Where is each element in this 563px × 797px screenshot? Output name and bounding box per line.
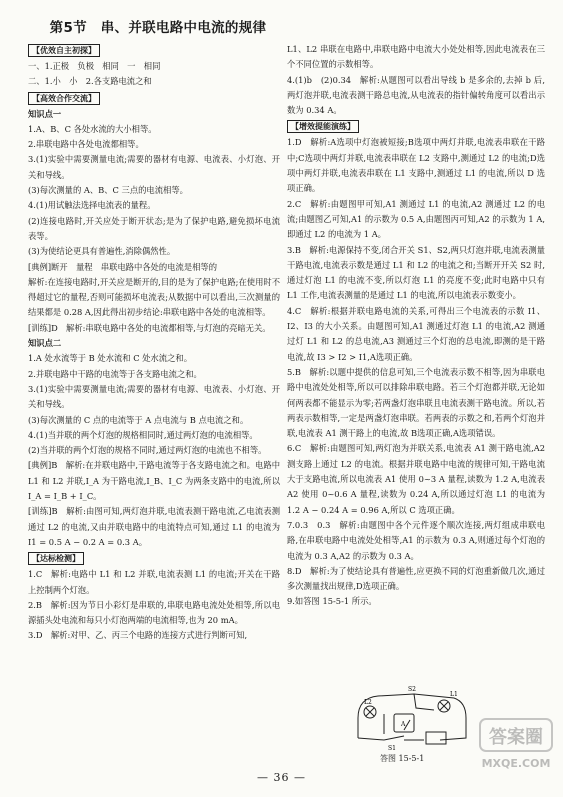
paragraph: 2.C 解析:由题图甲可知,A1 测通过 L1 的电流,A2 测通过 L2 的电流;由题图乙可知,A1 的示数为 0.5 A,由题图丙可知,A2 的示数为 1 A,即通过 L2 的电流为 1 A。: [287, 198, 545, 240]
paragraph: 5.B 解析:以题中提供的信息可知,三个电流表示数不相等,因为串联电路中电流处处相等,所以可以排除串联电路。若三个灯泡都并联,无论如何两表都不能显示为零;若两盏灯泡串联且电流表测干路电流。所以,若两表示数相等,一定是两盏灯泡串联。若两表的示数之和,若两个灯泡并联,电流表 A1 测干路上的电流,故 B选项正确,A选项错误。: [287, 366, 545, 439]
left-column: [28, 42, 280, 644]
paragraph: 7.0.3 0.3 解析:由题图中各个元件逐个顺次连接,两灯组成串联电路,在串联电路中电流处处相等,A1 的示数为 0.3 A,则通过每个灯泡的电流为 0.3 A,A2 的示数为 0.3 A。: [287, 519, 545, 561]
paragraph: (3)每次测量的 A、B、C 三点的电流相等。: [28, 185, 188, 196]
paragraph: 3.D 解析:对甲、乙、丙三个电路的连接方式进行判断可知,: [28, 630, 248, 641]
paragraph: 1.A、B、C 各处水流的大小相等。: [28, 123, 157, 134]
subsection-header: 知识点二: [28, 338, 62, 349]
fig-label-l1: L1: [450, 691, 458, 698]
section-title: 第5节 串、并联电路中电流的规律: [49, 20, 267, 36]
paragraph: 1.D 解析:A选项中灯泡被短接;B选项中两灯并联,电流表串联在干路中;C选项中两灯并联,电流表串联在 L2 支路中,测通过 L2 的电流;D选项中两灯并联,电流表串联在 L1 支路中,测通过 L1 的电流,所以 D 选项正确。: [287, 137, 545, 194]
paragraph: 2.并联电路中干路的电流等于各支路电流之和。: [28, 368, 202, 379]
paragraph: 2.串联电路中各处电流都相等。: [28, 139, 144, 150]
paragraph: 4.(1)用试触法选择电流表的量程。: [28, 200, 156, 211]
paragraph: 8.D 解析:为了使结论具有普遍性,应更换不同的灯泡重新做几次,通过多次测量找出规律,D选项正确。: [287, 565, 545, 592]
fig-label-s1: S1: [388, 745, 396, 752]
right-column: [287, 42, 545, 610]
paragraph: 1.A 处水流等于 B 处水流和 C 处水流之和。: [28, 353, 192, 364]
paragraph: 1.C 解析:电路中 L1 和 L2 并联,电流表测 L1 的电流;开关在干路上控制两个灯泡。: [28, 569, 280, 595]
paragraph: L1、L2 串联在电路中,串联电路中电流大小处处相等,因此电流表在三个不同位置的示数相等。: [287, 44, 545, 70]
paragraph: 3.(1)实验中需要测量电流;需要的器材有电源、电流表、小灯泡、开关和导线。: [28, 154, 280, 180]
section-header: 【优效自主初探】: [28, 44, 100, 57]
paragraph: 2.B 解析:因为节日小彩灯是串联的,串联电路电流处处相等,所以电源插头处电流和每只小灯泡两端的电流相等,也为 20 mA。: [28, 599, 280, 626]
paragraph: [训练]B 解析:由图可知,两灯泡并联,电流表测干路电流,乙电流表测通过 L2 的电流,又由并联电路中的电流特点可知,通过 L1 的电流为 I1 = 0.5 A − 0.2 A = 0.3 A。: [28, 506, 280, 547]
section-header: 【达标检测】: [28, 552, 84, 565]
paragraph: 4.(1)当并联的两个灯泡的规格相同时,通过两灯泡的电流相等。: [28, 429, 258, 440]
paragraph: 3.(1)实验中需要测量电流;需要的器材有电源、电流表、小灯泡、开关和导线。: [28, 383, 280, 410]
watermark-line1: 答案圈: [489, 727, 543, 748]
watermark-line2: MXQE.COM: [481, 757, 551, 770]
figure-caption: 答图 15-5-1: [380, 754, 425, 763]
paragraph: 6.C 解析:由题图可知,两灯泡为并联关系,电流表 A1 测干路电流,A2 测支路上通过 L2 的电流。根据并联电路中电流的规律可知,干路电流大于支路电流,所以电流表 A1 使用 0~3 A 量程,读数为 1.2 A,电流表 A2 使用 0~0.6 A 量程,读数为 0.24 A,所以通过灯泡 L1 的电流为 1.2 A − 0.24 A = 0.96 A,所以 C 选项正确。: [287, 443, 545, 515]
paragraph: 一、1.正极 负极 相同 一 相同: [28, 61, 161, 71]
fig-label-l2: L2: [364, 699, 372, 706]
fig-label-s2: S2: [408, 686, 416, 693]
paragraph: [典例]断开 量程 串联电路中各处的电流是相等的: [28, 261, 218, 272]
watermark-logo: [478, 715, 554, 773]
section-header: 【高效合作交流】: [28, 92, 100, 105]
paragraph: (3)为使结论更具有普遍性,消除偶然性。: [28, 246, 176, 257]
fig-label-a: A: [401, 721, 406, 728]
paragraph: [训练]D 解析:串联电路中各处的电流都相等,与灯泡的亮暗无关。: [28, 322, 271, 333]
paragraph: [典例]B 解析:在并联电路中,干路电流等于各支路电流之和。电路中 L1 和 L2 并联,I_A 为干路电流,I_B、I_C 为两条支路中的电流,所以 I_A = I_B + I_C。: [28, 460, 280, 502]
paragraph: 4.(1)b (2)0.34 解析:从题图可以看出导线 b 是多余的,去掉 b 后,两灯泡并联,电流表测干路总电流,从电流表的指针偏转角度可以看出示数为 0.34 A。: [287, 74, 545, 116]
section-header: 【增效提能演练】: [287, 120, 359, 133]
paragraph: (2)连接电路时,开关应处于断开状态;是为了保护电路,避免损坏电流表等。: [28, 215, 280, 241]
page-number: — 36 —: [257, 771, 306, 784]
paragraph: (2)当并联的两个灯泡的规格不同时,通过两灯泡的电流也不相等。: [28, 445, 267, 456]
paragraph: 4.C 解析:根据并联电路电流的关系,可得出三个电流表的示数 I1、I2、I3 的大小关系。由题图可知,A1 测通过灯泡 L1 的电流,A2 测通过灯 L1 和 L2 的总电流,A3 测通过三个灯泡的总电流,即测的是干路电流,故 I3 > I2 > I1,A选项正确。: [287, 305, 545, 362]
subsection-header: 知识点一: [28, 108, 62, 119]
paragraph: (3)每次测量的 C 点的电流等于 A 点电流与 B 点电流之和。: [28, 414, 249, 425]
paragraph: 3.B 解析:电源保持不变,闭合开关 S1、S2,两只灯泡并联,电流表测量干路电流,电流表示数是通过 L1 和 L2 的电流之和;当断开开关 S2 时,通过灯泡 L1 的电流不变,所以灯泡 L1 的亮度不变;此时电路中只有 L1 工作,电流表测量的是通过 L1 的电流,所以电流表示数变小。: [287, 244, 545, 301]
paragraph: 9.如答图 15-5-1 所示。: [287, 596, 377, 607]
circuit-diagram: [344, 684, 474, 752]
paragraph: 二、1.小 小 2.各支路电流之和: [28, 76, 152, 87]
paragraph: 解析:在连接电路时,开关应是断开的,目的是为了保护电路;在使用时不得超过它的量程,否则可能损坏电流表;从数据中可以看出,三次测量的结果都是 0.28 A,因此得出初步结论:串联电路中各处的电流相等。: [28, 276, 280, 318]
